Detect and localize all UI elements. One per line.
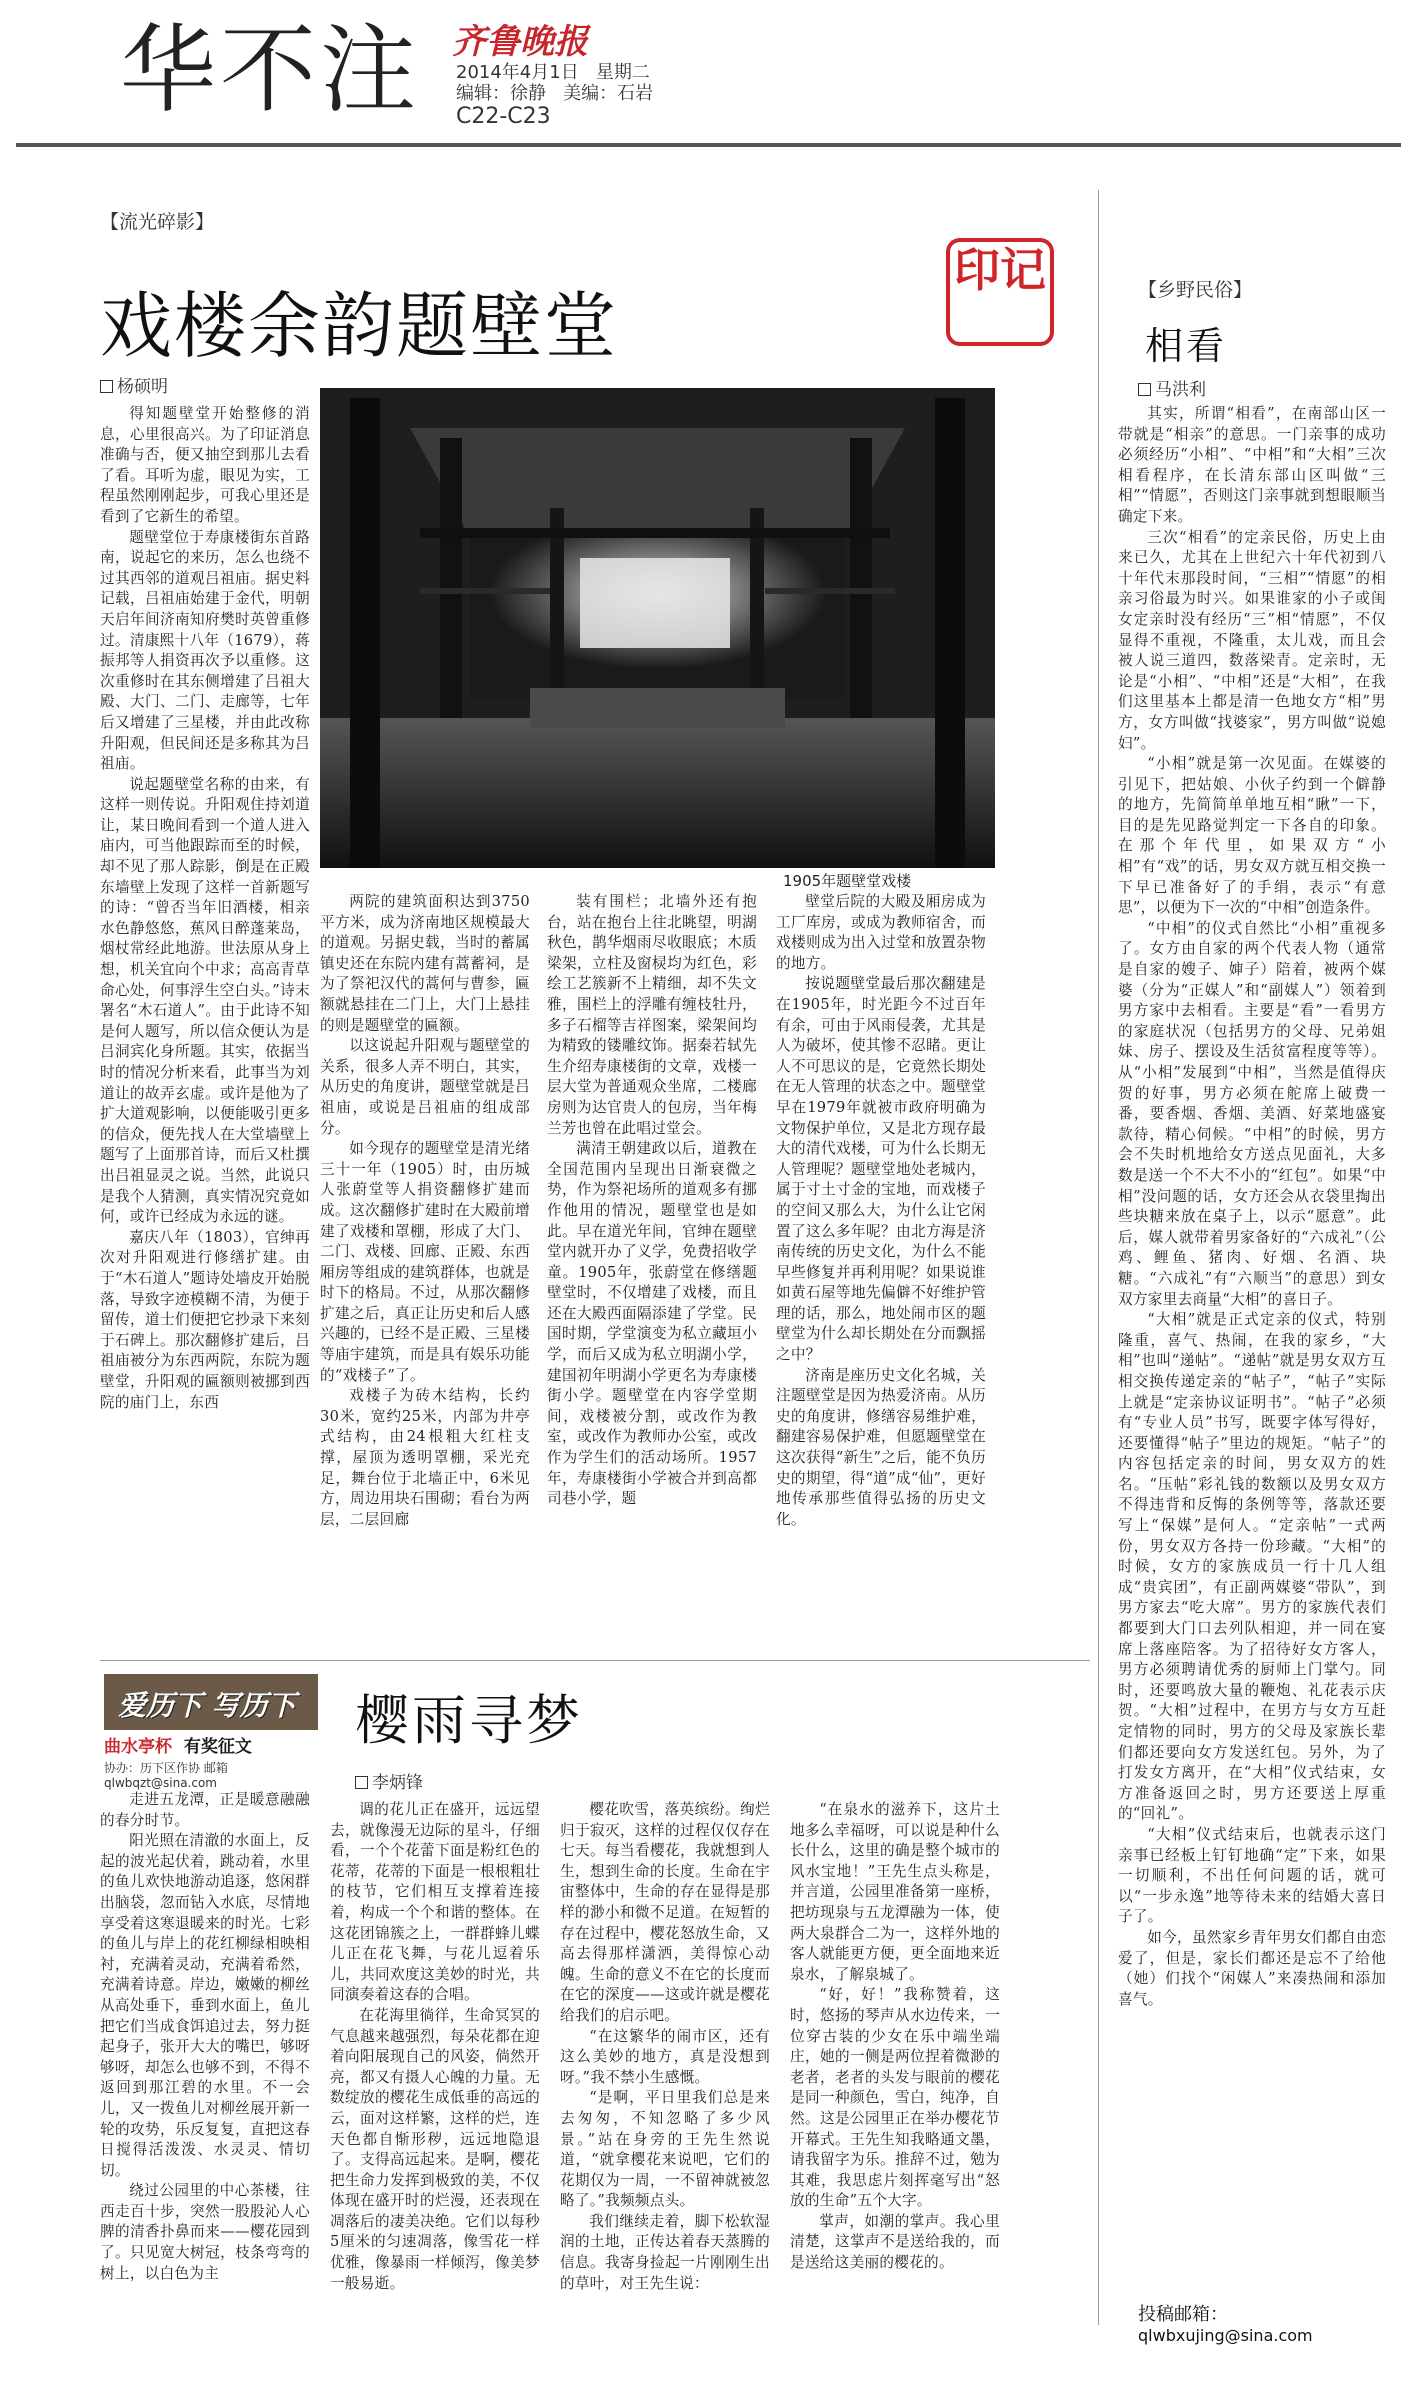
byline-box-icon — [355, 1776, 368, 1789]
column-title: 华不注 — [120, 14, 420, 126]
contest-banner — [104, 1674, 318, 1730]
contest-organizer: 协办：历下区作协 邮箱 qlwbqzt@sina.com — [104, 1761, 228, 1790]
sidebar-author: 马洪利 — [1155, 380, 1206, 400]
byline-box-icon — [100, 380, 113, 393]
editor-credit: 编辑：徐静 — [456, 83, 546, 104]
paragraph: “大相”仪式结束后，也就表示这门亲事已经板上钉钉地确“定”下来，如果一切顺利，不出任何问题的话，就可以“一步永逸”地等待未来的结婚大喜日子了。 — [1118, 1825, 1386, 1926]
paragraph: 其实，所谓“相看”，在南部山区一带就是“相亲”的意思。一门亲事的成功必须经历“小相”、“中相”和“大相”三次相看程序，在长清东部山区叫做“三相”“情愿”，否则这门亲事就到想眼顺当确定下来。 — [1118, 405, 1386, 525]
paragraph: “好，好！”我称赞着，这时，悠扬的琴声从水边传来，一位穿古装的少女在乐中端坐端庄，她的一侧是两位捏着微渺的老者，老者的头发与眼前的樱花是同一种颜色，雪白，纯净，自然。这是公园里正在举办樱花节开幕式。王先生知我略通文墨，请我留字为乐。推辞不过，勉为其难，我思虑片刻挥毫写出“怒放的生命”五个大字。 — [790, 1986, 1000, 2210]
paragraph: “在泉水的滋养下，这片土地多么幸福呀，可以说是种什么长什么，这里的确是整个城市的风水宝地！”王先生点头称是，并言道，公园里准备第一座桥，把坊现泉与五龙潭融为一体，使两大泉群合二为一，这样外地的客人就能更方便，更全面地来近泉水，了解泉城了。 — [790, 1801, 1000, 1983]
paragraph: 济南是座历史文化名城，关注题壁堂是因为热爱济南。从历史的角度讲，修缮容易维护难，翻建容易保护难，但愿题壁堂在这次获得“新生”之后，能不负历史的期望，得“道”成“仙”，更好地传承那些值得弘扬的历史文化。 — [776, 1366, 986, 1528]
byline-box-icon — [1138, 383, 1151, 396]
yinji-stamp: 印记 — [946, 238, 1054, 346]
masthead-rule — [16, 143, 1401, 147]
main-article-title: 戏楼余韵题壁堂 — [100, 284, 619, 368]
photo-caption: 1905年题壁堂戏楼 — [783, 872, 912, 890]
contest-banner-text: 爱历下 写历下 — [118, 1689, 296, 1722]
paragraph: 走进五龙潭，正是暖意融融的春分时节。 — [100, 1791, 310, 1829]
main-article-byline — [100, 372, 168, 397]
contest-type: 有奖征文 — [183, 1737, 252, 1757]
lower-article-col3 — [560, 1800, 770, 2294]
lower-article-author: 李炳锋 — [372, 1773, 423, 1793]
paragraph: 按说题壁堂最后那次翻建是在1905年，时光距今不过百年有余，可由于风雨侵袭，尤其是人为破坏，使其惨不忍睹。更让人不可思议的是，它竟然长期处在无人管理的状态之中。题壁堂早在1979年就被市政府明确为文物保护单位，又是北方现存最大的清代戏楼，可为什么长期无人管理呢？题壁堂地处老城内，属于寸土寸金的宝地，而戏楼子的空间又那么大，为什么让它闲置了这么多年呢？由北方海是济南传统的历史文化，为什么不能早些修复并再利用呢？如果说谁如黄石屋等地先偏僻不好维护管理的话，那么，地处闹市区的题壁堂为什么却长期处在分而飘摇之中？ — [776, 975, 986, 1364]
staff-line — [456, 79, 653, 105]
main-article-tag: 【流光碎影】 — [100, 211, 215, 233]
designer-credit: 美编：石岩 — [563, 83, 654, 104]
essay-contest-badge — [104, 1674, 318, 1790]
lower-article-col2 — [330, 1800, 540, 2294]
paragraph: 装有围栏；北墙外还有抱台，站在抱台上往北眺望，明湖秋色，鹊华烟雨尽收眼底；木质梁架，立柱及窗棂均为红色，彩绘工艺簇新不上精细，却不失文雅，围栏上的浮雕有缠枝牡丹，多子石榴等吉祥图案，梁架间均为精致的镂雕纹饰。据秦若轼先生介绍寿康楼街的文章，戏楼一层大堂为普通观众坐席，二楼廊房则为达官贵人的包房，当年梅兰芳也曾在此唱过堂会。 — [547, 893, 757, 1137]
sidebar-body — [1118, 404, 1386, 2010]
paragraph: “小相”就是第一次见面。在媒婆的引见下，把姑娘、小伙子约到一个僻静的地方，先简简单单地互相“瞅”一下，目的是先见路觉判定一下各自的印象。在那个年代里，如果双方“小相”有“戏”的话，男女双方就互相交换一下早已准备好了的手绢，表示“有意思”，以便为下一次的“中相”创造条件。 — [1118, 755, 1386, 917]
paragraph: 绕过公园里的中心茶楼，往西走百十步，突然一股股沁人心脾的清香扑鼻而来——樱花园到了。只见宽大树冠，枝条弯弯的树上，以白色为主 — [100, 2182, 310, 2282]
paragraph: 樱花吹雪，落英缤纷。绚烂归于寂灭，这样的过程仅仅存在七天。每当看樱花，我就想到人生，想到生命的长度。生命在宇宙整体中，生命的存在显得是那样的渺小和微不足道。在短暂的存在过程中，樱花怒放生命，又高去得那样潇洒，美得惊心动魄。生命的意义不在它的长度而在它的深度——这或许就是樱花给我们的启示吧。 — [560, 1801, 770, 2024]
lower-article-title: 樱雨寻梦 — [355, 1689, 583, 1752]
sidebar-byline — [1138, 375, 1206, 400]
sidebar-tag: 【乡野民俗】 — [1138, 279, 1253, 301]
paragraph: 说起题壁堂名称的由来，有这样一则传说。升阳观住持刘道让，某日晚间看到一个道人进入庙内，可当他跟踪而至的时候，却不见了那人踪影，倒是在正殿东墙壁上发现了这样一首新题写的诗：“曾否当年旧酒楼，相亲水色静悠悠，蕉风日醉蓬莱岛，烟杖常经此地游。世法原从身上想，机关宜向个中求；高高青草命心处，何事浮生空白头。”诗末署名“木石道人”。由于此诗不知是何人题写，所以信众便认为是吕洞宾化身所题。其实，依据当时的情况分析来看，此事当为刘道让的故弄玄虚。或许是他为了扩大道观影响，以便能吸引更多的信众，便先找人在大堂墙壁上题写了上面那首诗，而后又杜撰出吕祖显灵之说。当然，此说只是我个人猜测，真实情况究竟如何，或许已经成为永远的谜。 — [100, 775, 310, 1226]
submission-email-label: 投稿邮箱： — [1138, 2304, 1228, 2325]
paragraph: 如今，虽然家乡青年男女们都自由恋爱了，但是，家长们都还是忘不了给他（她）们找个“闲媒人”来凑热闹和添加喜气。 — [1118, 1928, 1386, 2008]
lower-article-byline — [355, 1768, 423, 1793]
main-article-author: 杨硕明 — [117, 377, 168, 397]
paragraph: 三次“相看”的定亲民俗，历史上由来已久，尤其在上世纪六十年代初到八十年代末那段时间，“三相”“情愿”的相亲习俗最为时兴。如果谁家的小子或闺女定亲时没有经历“三”相“情愿”，不仅显得不重视，不隆重，太儿戏，而且会被人说三道四，数落梁青。定亲时，无论是“小相”、“中相”还是“大相”，在我们这里基本上都是清一色地女方“相”男方，女方叫做“找婆家”，男方叫做“说媳妇”。 — [1118, 528, 1386, 752]
paragraph: 两院的建筑面积达到3750平方米，成为济南地区规模最大的道观。另据史载，当时的蓄属镇史还在东院内建有蒿蓄祠，是为了祭祀汉代的蒿何与曹参，匾额就悬挂在二门上，大门上悬挂的则是题壁堂的匾额。 — [320, 893, 530, 1034]
paragraph: 以这说起升阳观与题壁堂的关系，很多人弄不明白，其实，从历史的角度讲，题壁堂就是吕祖庙，或说是吕祖庙的组成部分。 — [320, 1037, 530, 1137]
contest-cup: 曲水亭杯 — [104, 1737, 172, 1757]
page-numbers: C22-C23 — [456, 104, 551, 129]
main-article-col4 — [776, 892, 986, 1530]
paragraph: 在花海里徜徉，生命冥冥的气息越来越强烈，每朵花都在迎着向阳展现自己的风姿，倘然开亮，都又有摄人心魄的力量。无数绽放的樱花生成低垂的高远的云，面对这样繁，这样的烂，连天色都自惭形秽，远远地隐退了。支得高远起来。是啊，樱花把生命力发挥到极致的美，不仅体现在盛开时的烂漫，还表现在凋落后的凄美决绝。它们以每秒5厘米的匀速凋落，像雪花一样优雅，像暴雨一样倾泻，像美梦一般易逝。 — [330, 2006, 540, 2292]
theater-photo — [320, 388, 995, 868]
paragraph: “大相”就是正式定亲的仪式，特别隆重，喜气、热闹，在我的家乡，“大相”也叫“递帖”。“递帖”就是男女双方互相交换传递定亲的“帖子”，“帖子”实际上就是“定亲协议证明书”。“帖子”必须有“专业人员”书写，既要字体写得好，还要懂得“帖子”里边的规矩。“帖子”的内容包括定亲的时间，男女双方的姓名。“压帖”彩礼钱的数额以及男女双方不得违背和反悔的条例等等，落款还要写上“保媒”是何人。“定亲帖”一式两份，男女双方各持一份珍藏。“大相”的时候，女方的家族成员一行十几人组成“贵宾团”，有正副两媒婆“带队”，到男方家去“吃大席”。男方的家族代表们都要到大门口去列队相迎，并一同在宴席上落座陪客。为了招待好女方客人，男方必须聘请优秀的厨师上门掌勺。同时，还要鸣放大量的鞭炮、礼花表示庆贺。“大相”过程中，在男方与女方互赶定情物的同时，男方的父母及家族长辈们都还要向女方发送红包。另外，为了打发女方离开，在“大相”仪式结束，女方准备返回之时，男方还要送上厚重的“回礼”。 — [1118, 1311, 1386, 1823]
paragraph: 壁堂后院的大殿及厢房成为工厂库房，或成为教师宿舍，而戏楼则成为出入过堂和放置杂物的地方。 — [776, 893, 986, 972]
paragraph: “在这繁华的闹市区，还有这么美妙的地方，真是没想到呀。”我不禁小生感慨。 — [560, 2027, 770, 2086]
paragraph: “是啊，平日里我们总是来去匆匆，不知忽略了多少风景。”站在身旁的王先生然说道，“就拿樱花来说吧，它们的花期仅为一周，一不留神就被忽略了。”我频频点头。 — [560, 2089, 770, 2210]
paragraph: 掌声，如潮的掌声。我心里清楚，这掌声不是送给我的，而是送给这美丽的樱花的。 — [790, 2212, 1000, 2272]
lower-article-col4 — [790, 1800, 1000, 2274]
section-divider — [100, 1660, 1090, 1661]
issue-date: 2014年4月1日 — [456, 62, 579, 83]
newspaper-logo: 齐鲁晚报 — [452, 22, 588, 62]
paragraph: 戏楼子为砖木结构，长约30米，宽约25米，内部为井亭式结构，由24根粗大红柱支撑，屋顶为透明罩棚，采光充足，舞台位于北墙正中，6米见方，周边用块石围砌；看台为两层，二层回廊 — [320, 1387, 530, 1528]
sidebar-divider — [1098, 190, 1099, 2325]
paragraph: 如今现存的题壁堂是清光绪三十一年（1905）时，由历城人张蔚堂等人捐资翻修扩建而成。这次翻修扩建时在大殿前增建了戏楼和罩棚，形成了大门、二门、戏楼、回廊、正殿、东西厢房等组成的建筑群体，也就是时下的格局。不过，从那次翻修扩建之后，真正让历史和后人感兴趣的，已经不是正殿、三星楼等庙宇建筑，而是具有娱乐功能的“戏楼子”了。 — [320, 1140, 530, 1384]
lower-article-col1 — [100, 1790, 310, 2284]
paragraph: 题壁堂位于寿康楼街东首路南，说起它的来历，怎么也绕不过其西邻的道观吕祖庙。据史料记载，吕祖庙始建于金代，明朝天启年间济南知府樊时英曾重修过。清康熙十八年（1679），蒋振邦等人捐资再次予以重修。这次重修时在其东侧增建了吕祖大殿、大门、二门、走廊等，七年后又增建了三星楼，并由此改称升阳观，但民间还是多称其为吕祖庙。 — [100, 528, 310, 773]
paragraph: 阳光照在清澈的水面上，反起的波光起伏着，跳动着，水里的鱼儿欢快地游动追逐，悠闲群出脑袋，忽而钻入水底，尽情地享受着这寒退暖来的时光。七彩的鱼儿与岸上的花红柳绿相映相衬，充满着灵动，充满着希然，充满着诗意。岸边，嫩嫩的柳丝从高处垂下，垂到水面上，鱼儿把它们当成食饵追过去，努力挺起身子，张开大大的嘴巴，够呀够呀，却怎么也够不到，不得不返回到那江碧的水里。不一会儿，又一拨鱼儿对柳丝展开新一轮的攻势，乐反复复，直把这春日搅得活泼泼、水灵灵、情切切。 — [100, 1832, 310, 2179]
submission-email[interactable]: qlwbxujing@sina.com — [1138, 2326, 1313, 2345]
paragraph: 我们继续走着，脚下松软湿润的土地，正传达着春天蒸腾的信息。我寄身捡起一片刚刚生出的草叶，对王先生说： — [560, 2212, 770, 2292]
paragraph: 嘉庆八年（1803），官绅再次对升阳观进行修缮扩建。由于“木石道人”题诗处墙皮开始脱落，导致字迹模糊不清，为便于留传，道士们便把它抄录下来刻于石碑上。那次翻修扩建后，吕祖庙被分为东西两院，东院为题壁堂，升阳观的匾额则被挪到西院的庙门上，东西 — [100, 1228, 310, 1411]
main-article-col1 — [100, 404, 310, 1413]
main-article-col3 — [547, 892, 757, 1510]
paragraph: 调的花儿正在盛开，远远望去，就像漫无边际的星斗，仔细看，一个个花蕾下面是粉红色的花蒂，花蒂的下面是一根根粗壮的枝节，它们相互支撑着连接着，构成一个个和谐的整体。在这花团锦簇之上，一群群蜂儿蝶儿正在花飞舞，与花儿逗着乐儿，共同欢度这美妙的时光，共同演奏着这春的合唱。 — [330, 1801, 540, 2004]
paragraph: 得知题壁堂开始整修的消息，心里很高兴。为了印证消息准确与否，便又抽空到那儿去看了看。耳听为虚，眼见为实，工程虽然刚刚起步，可我心里还是看到了它新生的希望。 — [100, 405, 310, 525]
contest-name — [104, 1732, 318, 1757]
paragraph: “中相”的仪式自然比“小相”重视多了。女方由自家的两个代表人物（通常是自家的嫂子、婶子）陪着，被两个媒婆（分为“正媒人”和“副媒人”）领着到男方家中去相看。主要是“看”一看男方的家庭状况（包括男方的父母、兄弟姐妹、房子、摆设及生活贫富程度等等）。从“小相”发展到“中相”，当然是值得庆贺的好事，男方必须在舵席上破费一番，要香烟、香烟、美酒、好菜地盛宴款待，精心伺候。“中相”的时候，男方会不失时机地给女方送点见面礼，大多数是送一个不大不小的“红包”。如果“中相”没问题的话，女方还会从衣袋里掏出些块糖来放在桌子上，以示“愿意”。此后，媒人就带着男家备好的“六成礼”（公鸡、鲤鱼、猪肉、好烟、名酒、块糖。“六成礼”有“六顺当”的意思）到女双方家里去商量“大相”的喜日子。 — [1118, 919, 1386, 1308]
sidebar-title: 相看 — [1145, 324, 1228, 368]
main-article-col2 — [320, 892, 530, 1530]
paragraph: 满清王朝建政以后，道教在全国范围内呈现出日渐衰微之势，作为祭祀场所的道观多有挪作他用的情况，题壁堂也是如此。早在道光年间，官绅在题壁堂内就开办了义学，免费招收学童。1905年，张蔚堂在修缮题壁堂时，不仅增建了戏楼，而且还在大殿西面隔添建了学堂。民国时期，学堂演变为私立藏垣小学，而后又成为私立明湖小学，建国初年明湖小学更名为寿康楼街小学。题壁堂在内容学堂期间，戏楼被分割，或改作为教室，或改作为教师办公室，或改作为学生们的活动场所。1957年，寿康楼街小学被合并到高都司巷小学，题 — [547, 1140, 757, 1508]
issue-weekday: 星期二 — [595, 62, 650, 83]
